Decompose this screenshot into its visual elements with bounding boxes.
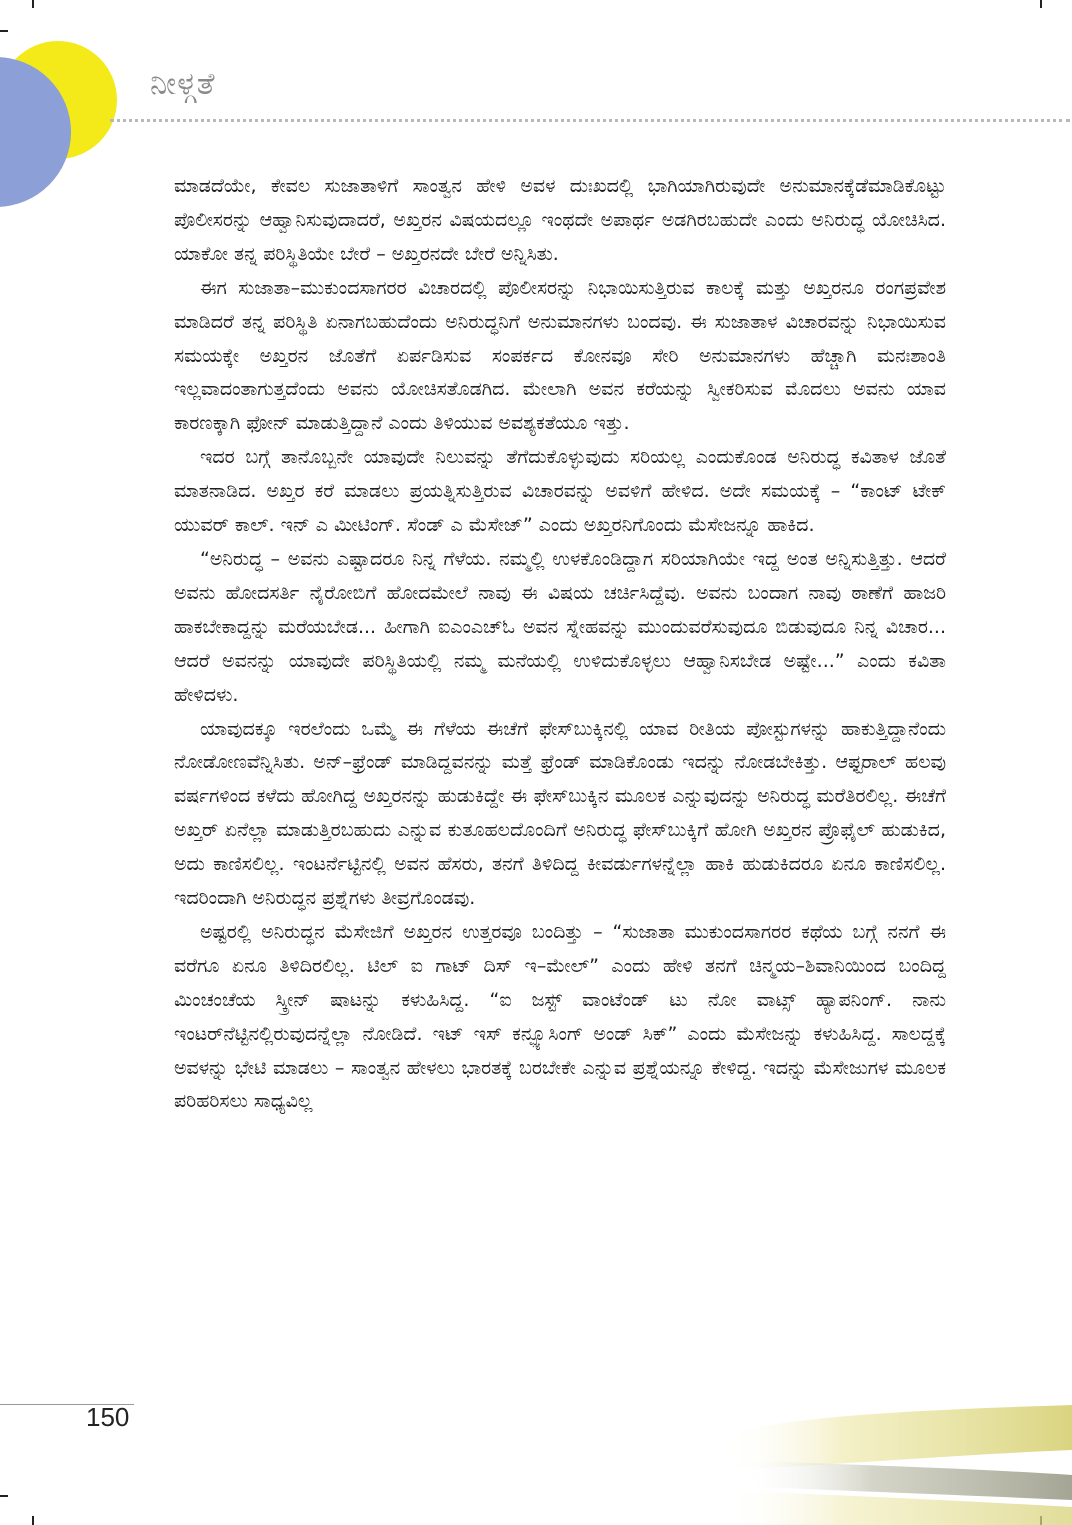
paragraph: ಮಾಡದೆಯೇ, ಕೇವಲ ಸುಜಾತಾಳಿಗೆ ಸಾಂತ್ವನ ಹೇಳಿ ಅವಳ ದುಃಖದಲ್ಲಿ ಭಾಗಿಯಾಗಿರುವುದೇ ಅನುಮಾನಕ್ಕೆಡೆಮಾಡಿಕೊಟ್ಟು ಪೊಲೀಸರನ್ನು ಆಹ್ವಾನಿಸುವುದಾದರೆ, ಅಖ್ತರನ ವಿಷಯದಲ್ಲೂ ಇಂಥದೇ ಅಪಾರ್ಥ ಅಡಗಿರಬಹುದೇ ಎಂದು ಅನಿರುದ್ಧ ಯೋಚಿಸಿದ. ಯಾಕೋ ತನ್ನ ಪರಿಸ್ಥಿತಿಯೇ ಬೇರೆ – ಅಖ್ತರನದೇ ಬೇರೆ ಅನ್ನಿಸಿತು. [174, 175, 946, 265]
story-body [174, 170, 946, 1119]
paragraph: ಈಗ ಸುಜಾತಾ–ಮುಕುಂದಸಾಗರರ ವಿಚಾರದಲ್ಲಿ ಪೊಲೀಸರನ್ನು ನಿಭಾಯಿಸುತ್ತಿರುವ ಕಾಲಕ್ಕೆ ಮತ್ತು ಅಖ್ತರನೂ ರಂಗಪ್ರವೇಶ ಮಾಡಿದರೆ ತನ್ನ ಪರಿಸ್ಥಿತಿ ಏನಾಗಬಹುದೆಂದು ಅನಿರುದ್ಧನಿಗೆ ಅನುಮಾನಗಳು ಬಂದವು. ಈ ಸುಜಾತಾಳ ವಿಚಾರವನ್ನು ನಿಭಾಯಿಸುವ ಸಮಯಕ್ಕೇ ಅಖ್ತರನ ಜೊತೆಗೆ ಏರ್ಪಡಿಸುವ ಸಂಪರ್ಕದ ಕೋನವೂ ಸೇರಿ ಅನುಮಾನಗಳು ಹೆಚ್ಚಾಗಿ ಮನಃಶಾಂತಿ ಇಲ್ಲವಾದಂತಾಗುತ್ತದೆಂದು ಅವನು ಯೋಚಿಸತೊಡಗಿದ. ಮೇಲಾಗಿ ಅವನ ಕರೆಯನ್ನು ಸ್ವೀಕರಿಸುವ ಮೊದಲು ಅವನು ಯಾವ ಕಾರಣಕ್ಕಾಗಿ ಫೋನ್ ಮಾಡುತ್ತಿದ್ದಾನೆ ಎಂದು ತಿಳಿಯುವ ಅವಶ್ಯಕತೆಯೂ ಇತ್ತು. [174, 276, 946, 435]
header-dotted-rule [110, 119, 1070, 122]
crop-mark-bottom-left [32, 1516, 34, 1525]
page-number: 150 [86, 1402, 130, 1432]
footer-brushstroke-decoration [720, 1395, 1072, 1525]
header-circles-decoration [0, 0, 130, 210]
paragraph: ಇದರ ಬಗ್ಗೆ ತಾನೊಬ್ಬನೇ ಯಾವುದೇ ನಿಲುವನ್ನು ತೆಗೆದುಕೊಳ್ಳುವುದು ಸರಿಯಲ್ಲ ಎಂದುಕೊಂಡ ಅನಿರುದ್ಧ ಕವಿತಾಳ ಜೊತೆ ಮಾತನಾಡಿದ. ಅಖ್ತರ ಕರೆ ಮಾಡಲು ಪ್ರಯತ್ನಿಸುತ್ತಿರುವ ವಿಚಾರವನ್ನು ಅವಳಿಗೆ ಹೇಳಿದ. ಅದೇ ಸಮಯಕ್ಕೆ – “ಕಾಂಟ್ ಟೇಕ್ ಯುವರ್ ಕಾಲ್. ಇನ್ ಎ ಮೀಟಿಂಗ್. ಸೆಂಡ್ ಎ ಮೆಸೇಜ್” ಎಂದು ಅಖ್ತರನಿಗೊಂದು ಮೆಸೇಜನ್ನೂ ಹಾಕಿದ. [174, 446, 946, 537]
paragraph: “ಅನಿರುದ್ಧ – ಅವನು ಎಷ್ಟಾದರೂ ನಿನ್ನ ಗೆಳೆಯ. ನಮ್ಮಲ್ಲಿ ಉಳಕೊಂಡಿದ್ದಾಗ ಸರಿಯಾಗಿಯೇ ಇದ್ದ ಅಂತ ಅನ್ನಿಸುತ್ತಿತ್ತು. ಆದರೆ ಅವನು ಹೋದಸರ್ತಿ ನೈರೋಬಿಗೆ ಹೋದಮೇಲೆ ನಾವು ಈ ವಿಷಯ ಚರ್ಚಿಸಿದ್ದೆವು. ಅವನು ಬಂದಾಗ ನಾವು ಠಾಣೆಗೆ ಹಾಜರಿ ಹಾಕಬೇಕಾದ್ದನ್ನು ಮರೆಯಬೇಡ... ಹೀಗಾಗಿ ಐಎಂಎಚ್ಓ ಅವನ ಸ್ನೇಹವನ್ನು ಮುಂದುವರೆಸುವುದೂ ಬಿಡುವುದೂ ನಿನ್ನ ವಿಚಾರ... ಆದರೆ ಅವನನ್ನು ಯಾವುದೇ ಪರಿಸ್ಥಿತಿಯಲ್ಲಿ ನಮ್ಮ ಮನೆಯಲ್ಲಿ ಉಳಿದುಕೊಳ್ಳಲು ಆಹ್ವಾನಿಸಬೇಡ ಅಷ್ಟೇ...” ಎಂದು ಕವಿತಾ ಹೇಳಿದಳು. [174, 547, 946, 706]
paragraph: ಅಷ್ಟರಲ್ಲಿ ಅನಿರುದ್ಧನ ಮೆಸೇಜಿಗೆ ಅಖ್ತರನ ಉತ್ತರವೂ ಬಂದಿತ್ತು – “ಸುಜಾತಾ ಮುಕುಂದಸಾಗರರ ಕಥೆಯ ಬಗ್ಗೆ ನನಗೆ ಈ ವರೆಗೂ ಏನೂ ತಿಳಿದಿರಲಿಲ್ಲ. ಟಿಲ್ ಐ ಗಾಟ್ ದಿಸ್ ಇ–ಮೇಲ್” ಎಂದು ಹೇಳಿ ತನಗೆ ಚಿನ್ಮಯ–ಶಿವಾನಿಯಿಂದ ಬಂದಿದ್ದ ಮಿಂಚಂಚೆಯ ಸ್ಕ್ರೀನ್ ಷಾಟನ್ನು ಕಳುಹಿಸಿದ್ದ. “ಐ ಜಸ್ಟ್ ವಾಂಟೆಂಡ್ ಟು ನೋ ವಾಟ್ಸ್ ಹ್ಯಾಪನಿಂಗ್. ನಾನು ಇಂಟರ್‌ನೆಟ್ಟಿನಲ್ಲಿರುವುದನ್ನೆಲ್ಲಾ ನೋಡಿದೆ. ಇಟ್ ಇಸ್ ಕನ್ಫ್ಯೂಸಿಂಗ್ ಅಂಡ್ ಸಿಕ್” ಎಂದು ಮೆಸೇಜನ್ನು ಕಳುಹಿಸಿದ್ದ. ಸಾಲದ್ದಕ್ಕೆ ಅವಳನ್ನು ಭೇಟಿ ಮಾಡಲು – ಸಾಂತ್ವನ ಹೇಳಲು ಭಾರತಕ್ಕೆ ಬರಬೇಕೇ ಎನ್ನುವ ಪ್ರಶ್ನೆಯನ್ನೂ ಕೇಳಿದ್ದ. ಇದನ್ನು ಮೆಸೇಜುಗಳ ಮೂಲಕ ಪರಿಹರಿಸಲು ಸಾಧ್ಯವಿಲ್ಲ [174, 920, 946, 1113]
section-title: ನೀಳ್ಗತೆ [150, 66, 216, 102]
crop-mark-left-lower [0, 1495, 8, 1497]
paragraph: ಯಾವುದಕ್ಕೂ ಇರಲೆಂದು ಒಮ್ಮೆ ಈ ಗೆಳೆಯ ಈಚೆಗೆ ಫೇಸ್‌ಬುಕ್ಕಿನಲ್ಲಿ ಯಾವ ರೀತಿಯ ಪೋಸ್ಟುಗಳನ್ನು ಹಾಕುತ್ತಿದ್ದಾನೆಂದು ನೋಡೋಣವೆನ್ನಿಸಿತು. ಅನ್–ಫ್ರೆಂಡ್ ಮಾಡಿದ್ದವನನ್ನು ಮತ್ತೆ ಫ್ರೆಂಡ್ ಮಾಡಿಕೊಂಡು ಇದನ್ನು ನೋಡಬೇಕಿತ್ತು. ಆಫ್ಟರಾಲ್ ಹಲವು ವರ್ಷಗಳಿಂದ ಕಳೆದು ಹೋಗಿದ್ದ ಅಖ್ತರನನ್ನು ಹುಡುಕಿದ್ದೇ ಈ ಫೇಸ್‌ಬುಕ್ಕಿನ ಮೂಲಕ ಎನ್ನುವುದನ್ನು ಅನಿರುದ್ಧ ಮರೆತಿರಲಿಲ್ಲ. ಈಚೆಗೆ ಅಖ್ತರ್ ಏನೆಲ್ಲಾ ಮಾಡುತ್ತಿರಬಹುದು ಎನ್ನುವ ಕುತೂಹಲದೊಂದಿಗೆ ಅನಿರುದ್ಧ ಫೇಸ್‌ಬುಕ್ಕಿಗೆ ಹೋಗಿ ಅಖ್ತರನ ಪ್ರೊಫೈಲ್ ಹುಡುಕಿದ, ಅದು ಕಾಣಿಸಲಿಲ್ಲ. ಇಂಟರ್ನೆಟ್ಟಿನಲ್ಲಿ ಅವನ ಹೆಸರು, ತನಗೆ ತಿಳಿದಿದ್ದ ಕೀವರ್ಡುಗಳನ್ನೆಲ್ಲಾ ಹಾಕಿ ಹುಡುಕಿದರೂ ಏನೂ ಕಾಣಿಸಲಿಲ್ಲ. ಇದರಿಂದಾಗಿ ಅನಿರುದ್ಧನ ಪ್ರಶ್ನೆಗಳು ತೀವ್ರಗೊಂಡವು. [174, 717, 946, 910]
crop-mark-top-right [1040, 0, 1042, 8]
